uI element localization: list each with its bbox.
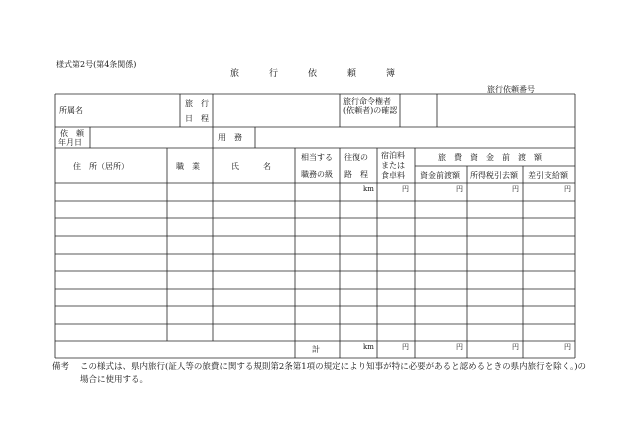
occupation-header: 職 業 <box>176 162 200 171</box>
total-yen-unit-advance: 円 <box>456 343 463 351</box>
total-yen-unit-tax: 円 <box>512 343 519 351</box>
note-text-2: 場合に使用する。 <box>80 375 149 385</box>
address-header: 住 所（居所） <box>73 162 129 171</box>
net-header: 差引支給額 <box>528 171 568 180</box>
total-yen-unit-lodging: 円 <box>402 343 409 351</box>
lodging-header-3: 食卓料 <box>381 171 405 180</box>
name-header: 氏 名 <box>231 162 271 171</box>
lodging-header-2: または <box>381 161 405 170</box>
request-date-label-2: 年月日 <box>58 138 82 147</box>
advance-header: 資金前渡額 <box>420 171 460 180</box>
itinerary-label-1: 旅 行 <box>185 99 209 108</box>
note-text-1: この様式は、県内旅行(証人等の旅費に関する規則第2条第1項の規定により知事が特に必要があると認めるときの県内旅行を除く。)の <box>80 362 587 372</box>
total-label: 計 <box>312 345 320 354</box>
grade-header-1: 相当する <box>301 153 333 162</box>
grade-header-2: 職務の級 <box>301 170 333 179</box>
yen-unit-advance: 円 <box>456 185 463 193</box>
lodging-header-1: 宿泊料 <box>381 151 405 160</box>
business-label: 用 務 <box>218 133 242 142</box>
request-number-label: 旅行依頼番号 <box>487 85 535 94</box>
form-title: 旅行依頼簿 <box>230 69 426 79</box>
request-date-label-1: 依 頼 <box>60 129 84 138</box>
itinerary-label-2: 日 程 <box>185 114 209 123</box>
commander-label: 旅行命令権者(依頼者)の確認 <box>343 97 398 115</box>
total-km-unit: km <box>363 343 374 351</box>
route-header-1: 往復の <box>344 153 368 162</box>
tax-header: 所得税引去額 <box>470 171 518 180</box>
affiliation-label: 所属名 <box>59 106 83 115</box>
note-label: 備考 <box>52 362 70 372</box>
yen-unit-tax: 円 <box>512 185 519 193</box>
yen-unit-lodging: 円 <box>402 185 409 193</box>
form-number: 様式第2号(第4条関係) <box>56 60 137 69</box>
yen-unit-net: 円 <box>564 185 571 193</box>
km-unit: km <box>363 185 374 193</box>
total-yen-unit-net: 円 <box>564 343 571 351</box>
route-header-2: 路 程 <box>344 170 368 179</box>
advance-group-header: 旅 費 資 金 前 渡 額 <box>438 153 542 162</box>
